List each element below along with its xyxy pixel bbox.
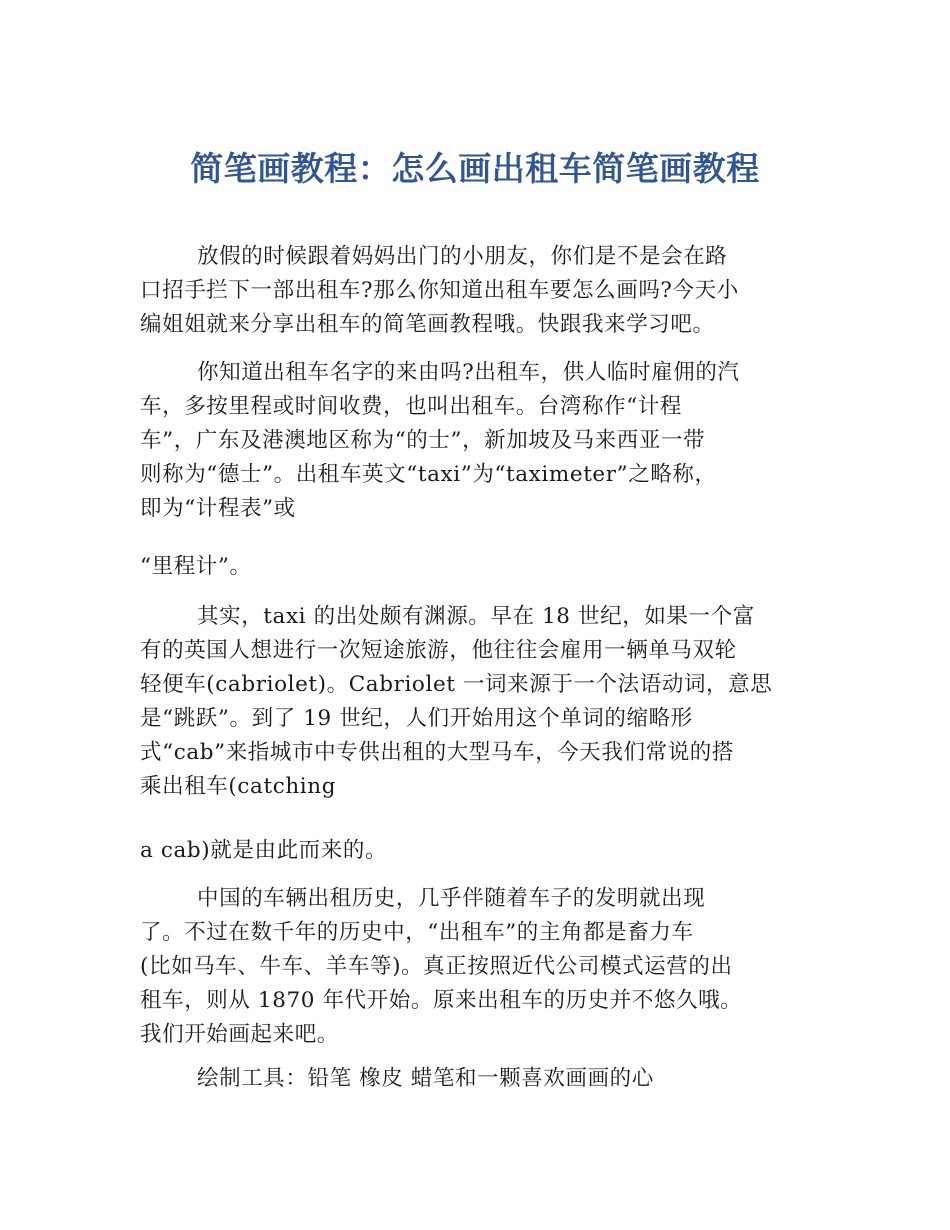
paragraph-3-line-7: a cab)就是由此而来的。 (140, 838, 388, 863)
paragraph-3-line-1: 其实，taxi 的出处颇有渊源。早在 18 世纪，如果一个富 (197, 604, 755, 629)
paragraph-4-line-1: 中国的车辆出租历史，几乎伴随着车子的发明就出现 (197, 886, 706, 911)
paragraph-5-line-1: 绘制工具：铅笔 橡皮 蜡笔和一颗喜欢画画的心 (197, 1066, 654, 1091)
paragraph-3-line-2: 有的英国人想进行一次短途旅游，他往往会雇用一辆单马双轮 (140, 638, 737, 663)
paragraph-2-line-2: 车，多按里程或时间收费，也叫出租车。台湾称作“计程 (140, 394, 682, 419)
paragraph-4-line-3: (比如马车、牛车、羊车等)。真正按照近代公司模式运营的出 (140, 954, 733, 979)
paragraph-3-line-4: 是“跳跃”。到了 19 世纪，人们开始用这个单词的缩略形 (140, 706, 693, 731)
paragraph-2-line-5: 即为“计程表”或 (140, 496, 296, 521)
paragraph-4-line-4: 租车，则从 1870 年代开始。原来出租车的历史并不悠久哦。 (140, 988, 743, 1013)
paragraph-2-line-6: “里程计”。 (140, 554, 252, 579)
paragraph-3-line-6: 乘出租车(catching (140, 774, 337, 799)
paragraph-4-line-5: 我们开始画起来吧。 (140, 1022, 339, 1047)
paragraph-3-line-3: 轻便车(cabriolet)。Cabriolet 一词来源于一个法语动词，意思 (140, 672, 773, 697)
paragraph-2-line-4: 则称为“德士”。出租车英文“taxi”为“taximeter”之略称， (140, 462, 717, 487)
paragraph-2-line-1: 你知道出租车名字的来由吗?出租车，供人临时雇佣的汽 (197, 360, 740, 385)
paragraph-4-line-2: 了。不过在数千年的历史中，“出租车”的主角都是畜力车 (140, 920, 694, 945)
paragraph-1-line-1: 放假的时候跟着妈妈出门的小朋友，你们是不是会在路 (197, 244, 728, 269)
document-title: 简笔画教程：怎么画出租车简笔画教程 (190, 149, 760, 188)
paragraph-2-line-3: 车”，广东及港澳地区称为“的士”，新加坡及马来西亚一带 (140, 428, 706, 453)
paragraph-1-line-2: 口招手拦下一部出租车?那么你知道出租车要怎么画吗?今天小 (140, 278, 739, 303)
paragraph-1-line-3: 编姐姐就来分享出租车的简笔画教程哦。快跟我来学习吧。 (140, 312, 715, 337)
paragraph-3-line-5: 式“cab”来指城市中专供出租的大型马车，今天我们常说的搭 (140, 740, 735, 765)
